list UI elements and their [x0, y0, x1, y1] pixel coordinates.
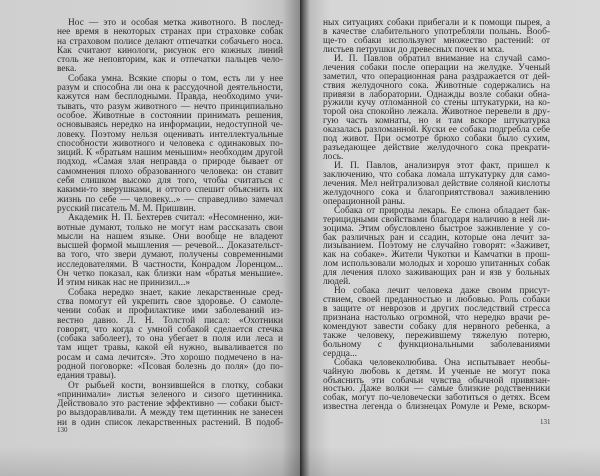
text-line: ще-то собаки используют множество растений: от — [323, 35, 550, 46]
right-page-text — [323, 19, 550, 412]
text-line: терицидными свойствами благодаря наличию в ней ли- — [323, 214, 550, 225]
text-line: родной поговорке: «Псовая болезнь до поля» (до по- — [57, 361, 283, 372]
paragraph — [57, 289, 283, 382]
paragraph — [323, 359, 550, 413]
text-line: ностью. Даже волки — самые близкие родственники — [323, 384, 550, 395]
text-line: чении собак и профилактике ими заболеваний из- — [57, 306, 283, 317]
text-line: себя слишком высоко для того, чтобы считаться с — [57, 176, 283, 187]
text-line: Собака нередко знает, какие лекарственные сред- — [68, 287, 283, 298]
text-line: вотные думают, только не могут нам рассказать свои — [57, 222, 283, 233]
text-line: признана настолько огромной, что нередко врачи ре- — [323, 312, 550, 323]
text-line: заключению, что собака ломала штукатурку для само- — [323, 169, 550, 180]
text-line: Собака от природы лекарь. Ее слюна обладает бак- — [334, 205, 550, 216]
text-line: ных ситуациях собаки прибегали и к помощи пырея, а — [323, 18, 550, 28]
text-line: самомнения плохо образованного человека: он ставит — [57, 166, 283, 177]
page-shadow — [0, 446, 300, 476]
text-line: века. — [57, 64, 77, 75]
text-line: операционной раны. — [323, 196, 406, 207]
text-line: чайную любовь к детям. И ученые не могут пока — [323, 366, 550, 377]
text-line: зоцима. Этим обусловлено быстрое заживление у со- — [323, 223, 550, 234]
text-line: тывать, что разум животного — нечто принципиально — [57, 101, 283, 112]
text-line: ружили кучу отломанной со стены штукатурки, на ко- — [323, 98, 550, 109]
text-line: исследователями. В частности, Конрадом Лоренцом... — [57, 259, 283, 270]
text-line: Академик Н. П. Бехтерев считал: «Несомненно, жи- — [68, 213, 283, 224]
text-line: кажутся нам бесплодными. Правда, необходимо учи- — [57, 92, 283, 103]
text-line: Как считают кинологи, рисунок его кожных линий — [57, 45, 283, 56]
paragraph — [57, 19, 283, 75]
paragraph — [323, 207, 550, 287]
text-line: Действовало это растение эффективно — собаки быст- — [57, 399, 283, 410]
text-line: едания травы). — [57, 371, 116, 382]
text-line: какими-то зверушками, и оттого спешит объяснить их — [57, 185, 283, 196]
text-line: для лечения плохо заживающих ран и язв у больных — [323, 268, 550, 279]
text-line: подход. «Самая злая неправда о природе бывает от — [57, 157, 283, 168]
text-line: ро выздоравливали. А между тем щетинник не занесен — [57, 408, 283, 419]
text-line: жизнь по себе — человеку...» — справедливо замечал — [57, 194, 283, 205]
page-number: 130 — [57, 426, 68, 434]
text-line: И этим никак нас не принизил...» — [57, 278, 191, 289]
text-line: как на собаке». Жители Чукотки и Камчатки в прош- — [323, 250, 550, 261]
text-line: Он четко показал, как близки нам «братья меньшие». — [57, 269, 283, 280]
paragraph — [323, 162, 550, 207]
text-line: людей. — [323, 277, 351, 288]
text-line: там ищет травы, какой ей нужно, вываливается по — [57, 343, 283, 354]
text-line: ства помогут ей укрепить свое здоровье. О самоле- — [57, 296, 283, 307]
text-line: (собака заболеет), то она убегает в поля или леса и — [57, 334, 283, 345]
text-line: объяснить эти собачьи чувства обычной привязан- — [323, 375, 550, 386]
text-line: в защите от неврозов и других последствий стресса — [323, 304, 550, 314]
text-line: на страховом полисе делают отпечатки собачьего носа. — [57, 36, 283, 47]
paragraph — [323, 55, 550, 162]
text-line: желудочного сока и благоприятствовал заживлению — [323, 187, 550, 198]
text-line: русский писатель М. М. Пришвин. — [57, 203, 196, 214]
text-line: столь же неповторим, как и отпечатки пальцев чело- — [57, 55, 283, 66]
text-line: оказалась разломанной. Куски ее собака подгребла себе — [323, 125, 550, 136]
text-line: основываясь нередко на информации, недоступной че- — [57, 120, 283, 131]
text-line: листьев петрушки до древесных почек и мха. — [323, 44, 505, 55]
text-line: больному с функциональными заболеваниями — [323, 339, 550, 350]
text-line: мысли на нашем языке. Они вообще не владеют — [57, 231, 283, 242]
text-line: привязи в лаборатории. Однажды возле собаки обна- — [323, 89, 550, 100]
text-line: лизыванием. Поэтому не случайно говорят: «Заживет, — [323, 241, 550, 252]
text-line: собак, могут по-человечески заботиться о детях. Всем — [323, 393, 550, 404]
text-line: также человеку, пережившему тяжелую потерю, — [323, 330, 550, 341]
text-line: известна легенда о близнецах Ромуле и Реме, вскорм- — [323, 402, 550, 413]
text-line: под живот. При осмотре брюхо собаки было сухим, — [323, 134, 550, 145]
text-line: ствием, своей преданностью и любовью. Роль собаки — [323, 295, 550, 306]
paragraph — [57, 75, 283, 214]
text-line: способности животного и человека с одинаковых по- — [57, 138, 283, 149]
text-line: гую часть комнаты, но и там вскоре штукатурка — [323, 116, 550, 127]
text-line: И. П. Павлов, анализируя этот факт, пришел к — [334, 161, 550, 171]
text-line: лось. — [323, 152, 344, 163]
text-line: торой она спокойно лежала. Животное перевели в дру- — [323, 107, 550, 118]
text-line: ствия желудочного сока. Животные содержались на — [323, 80, 550, 91]
text-line: «принимали» листья зеленого и сизого щетинника. — [57, 389, 283, 400]
text-line: От рыбьей кости, вонзившейся в глотку, собаки — [68, 380, 283, 391]
text-line: Собака человеколюбива. Она испытывает необы- — [334, 357, 550, 368]
text-line: Но собака лечит человека даже своим присут- — [334, 286, 550, 297]
text-line: нее время в некоторых странах при страховке собак — [57, 27, 283, 38]
text-line: росам и сама лечится». Это хорошо подмечено в на- — [57, 352, 283, 363]
text-line: разум и способна ли она к рассудочной деятельности, — [57, 83, 283, 94]
text-line: высшей формой мышления — речевой... Доказательст- — [57, 241, 283, 252]
text-line: ловеку. Поэтому нельзя оценивать интеллектуальные — [57, 129, 283, 140]
paragraph — [57, 214, 283, 288]
text-line: лечения. Мел нейтрализовал действие соляной кислоты — [323, 178, 550, 189]
text-line: особое. Животные в состоянии принимать решения, — [57, 110, 283, 121]
text-line: ва того, что звери думают, получены современными — [57, 250, 283, 261]
text-line: лом использовали молодых и хорошо упитанных собак — [323, 259, 550, 270]
text-line: Нос — это и особая метка животного. В послед- — [68, 18, 283, 28]
text-line: комендуют завести собаку для нервного ребенка, а — [323, 321, 550, 332]
text-line: И. П. Павлов обратил внимание на случай само- — [334, 53, 550, 64]
right-page — [300, 0, 600, 476]
text-line: лечения собаки после операции на желудке. Ученый — [323, 62, 550, 73]
text-line: сердца... — [323, 348, 357, 359]
text-line: зиций. К «братьям нашим меньшим» необходим другой — [57, 148, 283, 159]
text-line: заметил, что операционная рана раздражается от дей- — [323, 71, 550, 82]
text-line: говорят, что когда с умной собакой сделается стечка — [57, 324, 283, 335]
paragraph — [57, 382, 283, 428]
page-number: 131 — [540, 418, 551, 426]
text-line: бак различных ран и ссадин, которые она лечит за- — [323, 232, 550, 243]
text-line: в качестве слабительного употребляли полынь. Вооб- — [323, 26, 550, 37]
text-line: ни в один список лекарственных растений. В подоб- — [57, 417, 283, 428]
text-line: Собака умна. Всякие споры о том, есть ли у нее — [68, 73, 283, 84]
page-shadow — [300, 446, 600, 476]
left-page-text — [57, 19, 283, 428]
text-line: разъедающее действие желудочного сока прекрати- — [323, 143, 550, 154]
paragraph — [323, 19, 550, 55]
paragraph — [323, 287, 550, 359]
text-line: вестно давно. Л. Н. Толстой писал: «Охотники — [57, 315, 283, 326]
